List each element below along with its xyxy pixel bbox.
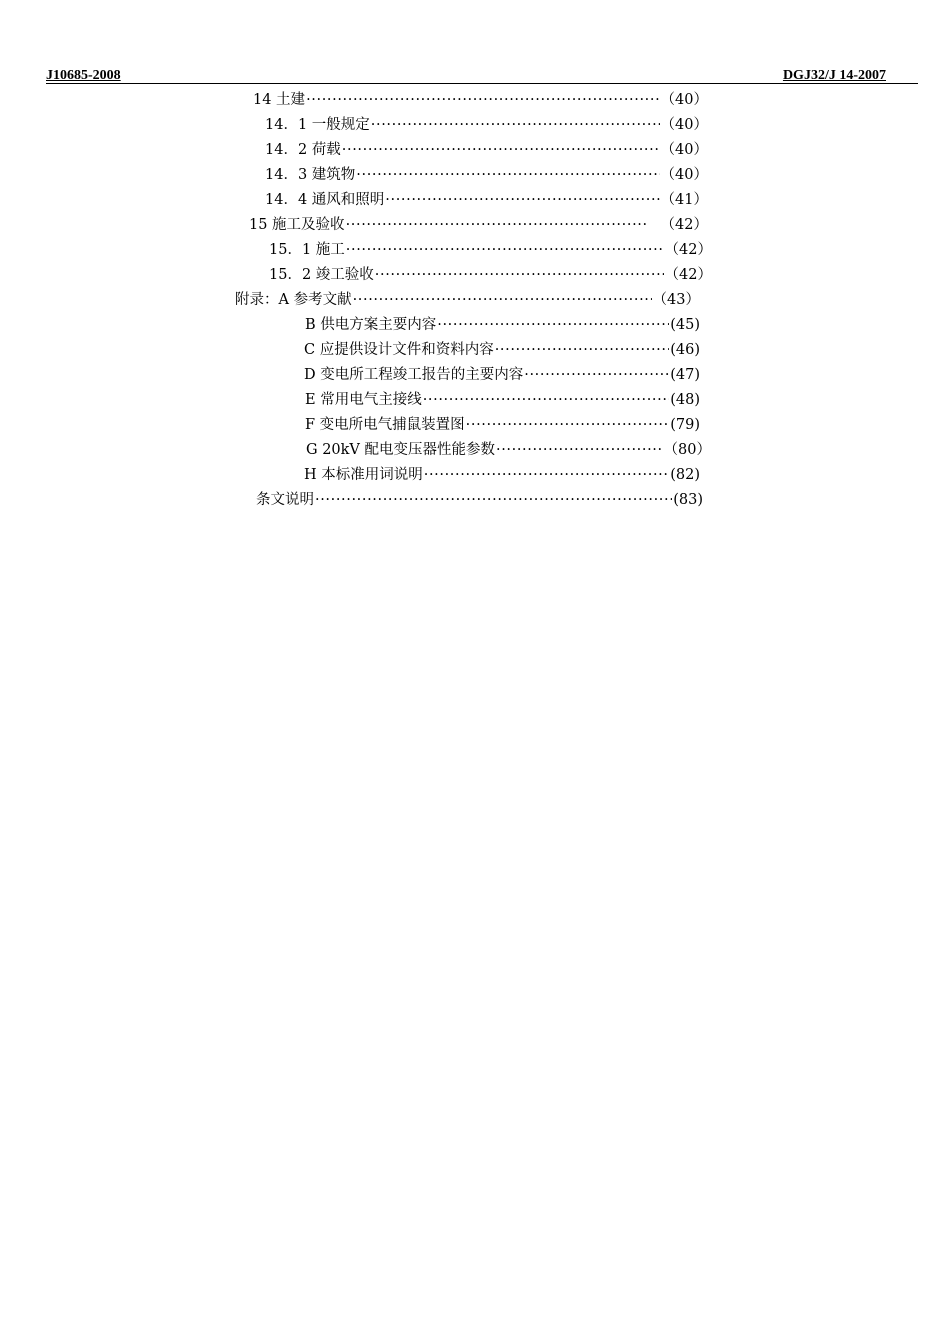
toc-entry-page: (48): [670, 392, 700, 408]
toc-entry-appendix-h: [304, 463, 700, 487]
toc-entry-label: 15．1 施工: [269, 242, 345, 258]
header-right-code: DGJ32/J 14-2007: [782, 68, 886, 83]
toc-entry-14-1: [265, 113, 708, 137]
toc-entry-page: (79): [670, 417, 700, 433]
toc-leader-dots: [495, 338, 670, 362]
toc-entry-appendix-a: [235, 288, 700, 312]
toc-entry-page: (45): [670, 317, 700, 333]
toc-entry-appendix-b: [305, 313, 700, 337]
toc-leader-dots: [496, 438, 663, 462]
toc-entry-appendix-e: [305, 388, 700, 412]
toc-entry-label: H 本标准用词说明: [304, 467, 423, 483]
toc-entry-label: 14．3 建筑物: [265, 167, 356, 183]
toc-entry-page: （42）: [664, 267, 712, 283]
toc-entry-page: (46): [670, 342, 700, 358]
toc-leader-dots: [356, 163, 659, 187]
page-header: [46, 68, 918, 84]
header-left-code: J10685-2008: [46, 68, 121, 83]
toc-entry-page: （40）: [660, 167, 708, 183]
toc-leader-dots: [306, 88, 659, 112]
toc-entry-14-2: [265, 138, 708, 162]
toc-leader-dots: [524, 363, 669, 387]
toc-leader-dots: [466, 413, 670, 437]
toc-entry-appendix-c: [304, 338, 700, 362]
toc-entry-label: E 常用电气主接线: [305, 392, 422, 408]
toc-entry-page: （80）: [663, 442, 711, 458]
toc-entry-label: 14．4 通风和照明: [265, 192, 385, 208]
toc-entry-14-4: [265, 188, 708, 212]
toc-entry-appendix-f: [305, 413, 700, 437]
toc-entry-page: （40）: [660, 117, 708, 133]
toc-leader-dots: [385, 188, 659, 212]
toc-entry-appendix-g: [306, 438, 711, 462]
toc-leader-dots: [424, 463, 669, 487]
toc-leader-dots: [353, 288, 652, 312]
toc-leader-dots: [315, 488, 672, 512]
toc-entry-label: C 应提供设计文件和资料内容: [304, 342, 494, 358]
toc-entry-label: 15 施工及验收: [249, 217, 345, 233]
toc-entry-label: 15．2 竣工验收: [269, 267, 374, 283]
toc-entry-explanation: [256, 488, 703, 512]
toc-entry-page: （43）: [652, 292, 700, 308]
toc-entry-label: 14．2 荷载: [265, 142, 341, 158]
toc-entry-page: (82): [670, 467, 700, 483]
toc-entry-14: [253, 88, 708, 112]
toc-entry-page: (47): [670, 367, 700, 383]
toc-entry-label: 附录：A 参考文献: [235, 292, 352, 308]
toc-leader-dots: [346, 213, 649, 237]
toc-entry-page: （40）: [660, 92, 708, 108]
toc-entry-page: (83): [673, 492, 703, 508]
toc-entry-15: [249, 213, 708, 237]
toc-leader-dots: [423, 388, 670, 412]
toc-entry-page: （42）: [664, 242, 712, 258]
toc-entry-15-1: [269, 238, 712, 262]
toc-leader-dots: [371, 113, 660, 137]
toc-entry-label: 14 土建: [253, 92, 306, 108]
toc-entry-15-2: [269, 263, 712, 287]
toc-entry-label: B 供电方案主要内容: [305, 317, 437, 333]
toc-entry-page: （40）: [660, 142, 708, 158]
toc-leader-dots: [437, 313, 669, 337]
toc-entry-appendix-d: [304, 363, 700, 387]
toc-entry-label: 条文说明: [256, 492, 314, 508]
toc-entry-label: F 变电所电气捕鼠装置图: [305, 417, 465, 433]
toc-entry-page: （41）: [660, 192, 708, 208]
toc-entry-label: G 20kV 配电变压器性能参数: [306, 442, 496, 458]
toc-leader-dots: [342, 138, 660, 162]
toc-leader-dots: [346, 238, 664, 262]
toc-entry-page: （42）: [660, 217, 708, 233]
toc-entry-14-3: [265, 163, 708, 187]
toc-entry-label: 14．1 一般规定: [265, 117, 370, 133]
toc-leader-dots: [375, 263, 664, 287]
toc-entry-label: D 变电所工程竣工报告的主要内容: [304, 367, 524, 383]
